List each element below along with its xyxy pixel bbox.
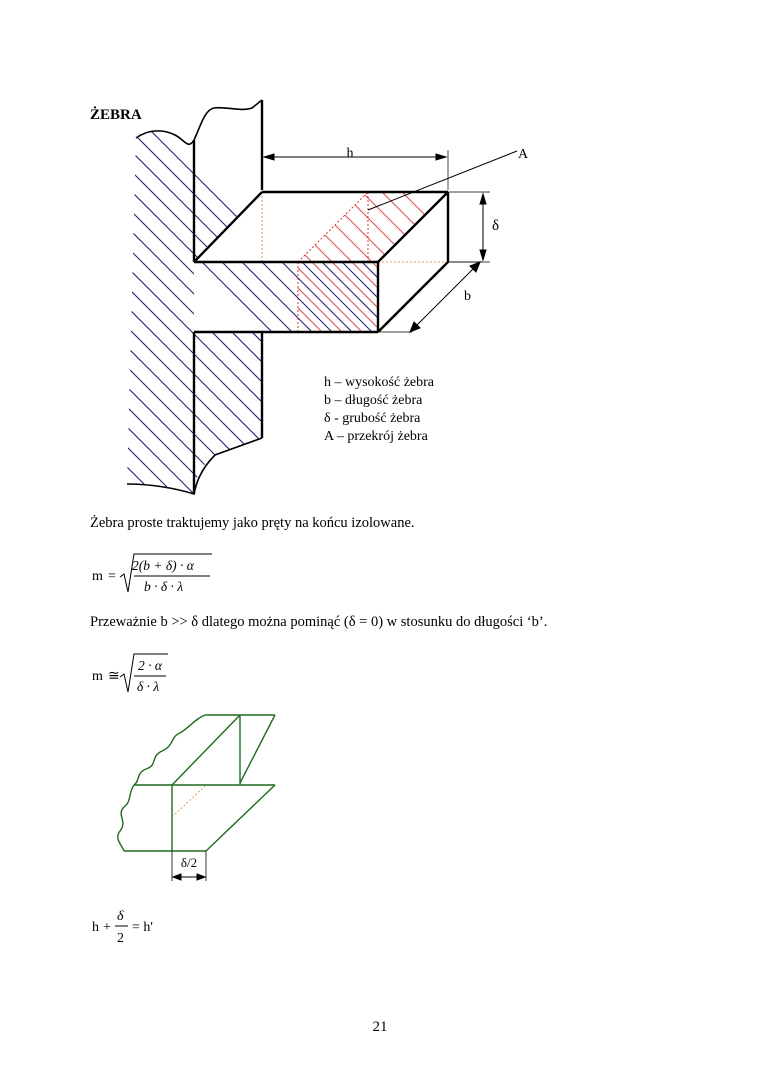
equation-m-approx	[88, 650, 178, 700]
eq2-denominator: δ · λ	[137, 679, 160, 694]
eq3-denominator: 2	[117, 931, 124, 946]
label-h: h	[346, 146, 354, 161]
paragraph-1: Żebra proste traktujemy jako pręty na końcu izolowane.	[90, 515, 415, 531]
equation-m	[88, 550, 218, 600]
eq3-numerator: δ	[117, 909, 124, 924]
eq3-rhs: = h'	[132, 920, 153, 935]
legend	[324, 374, 434, 446]
legend-item-h: h – wysokość żebra	[324, 375, 435, 390]
fin2-hidden-edges	[172, 785, 206, 817]
half-thickness-diagram	[110, 705, 290, 885]
legend-item-a: A – przekrój żebra	[324, 429, 428, 444]
dimension-h	[264, 150, 448, 190]
eq2-lhs: m	[92, 669, 103, 684]
eq1-equals: =	[108, 569, 116, 584]
paragraph-2: Przeważnie b >> δ dlatego można pominąć (δ = 0) w stosunku do długości ‘b’.	[90, 614, 548, 630]
wall-outline	[194, 100, 262, 494]
eq1-lhs: m	[92, 569, 103, 584]
equation-h-prime	[88, 904, 168, 950]
eq2-approx: ≅	[108, 669, 120, 684]
label-a: A	[518, 147, 529, 162]
eq1-numerator: 2(b + δ) · α	[132, 558, 194, 573]
dimension-delta	[448, 192, 490, 262]
fin-front-hatching	[180, 240, 440, 340]
legend-item-b: b – długość żebra	[324, 393, 423, 408]
eq1-denominator: b · δ · λ	[144, 579, 184, 594]
fin2-outline	[118, 715, 275, 851]
label-delta: δ	[492, 218, 500, 234]
section-title: ŻEBRA	[90, 107, 142, 123]
wall-break-top	[136, 131, 194, 144]
leader-a	[368, 151, 517, 210]
eq3-h: h	[92, 920, 99, 935]
eq3-plus: +	[103, 920, 111, 935]
wall-break-top-right	[194, 100, 262, 140]
label-b: b	[464, 289, 471, 304]
legend-item-delta: δ - grubość żebra	[324, 411, 421, 426]
label-delta-half: δ/2	[180, 855, 198, 870]
eq2-numerator: 2 · α	[138, 658, 162, 673]
page-number: 21	[372, 1019, 388, 1035]
